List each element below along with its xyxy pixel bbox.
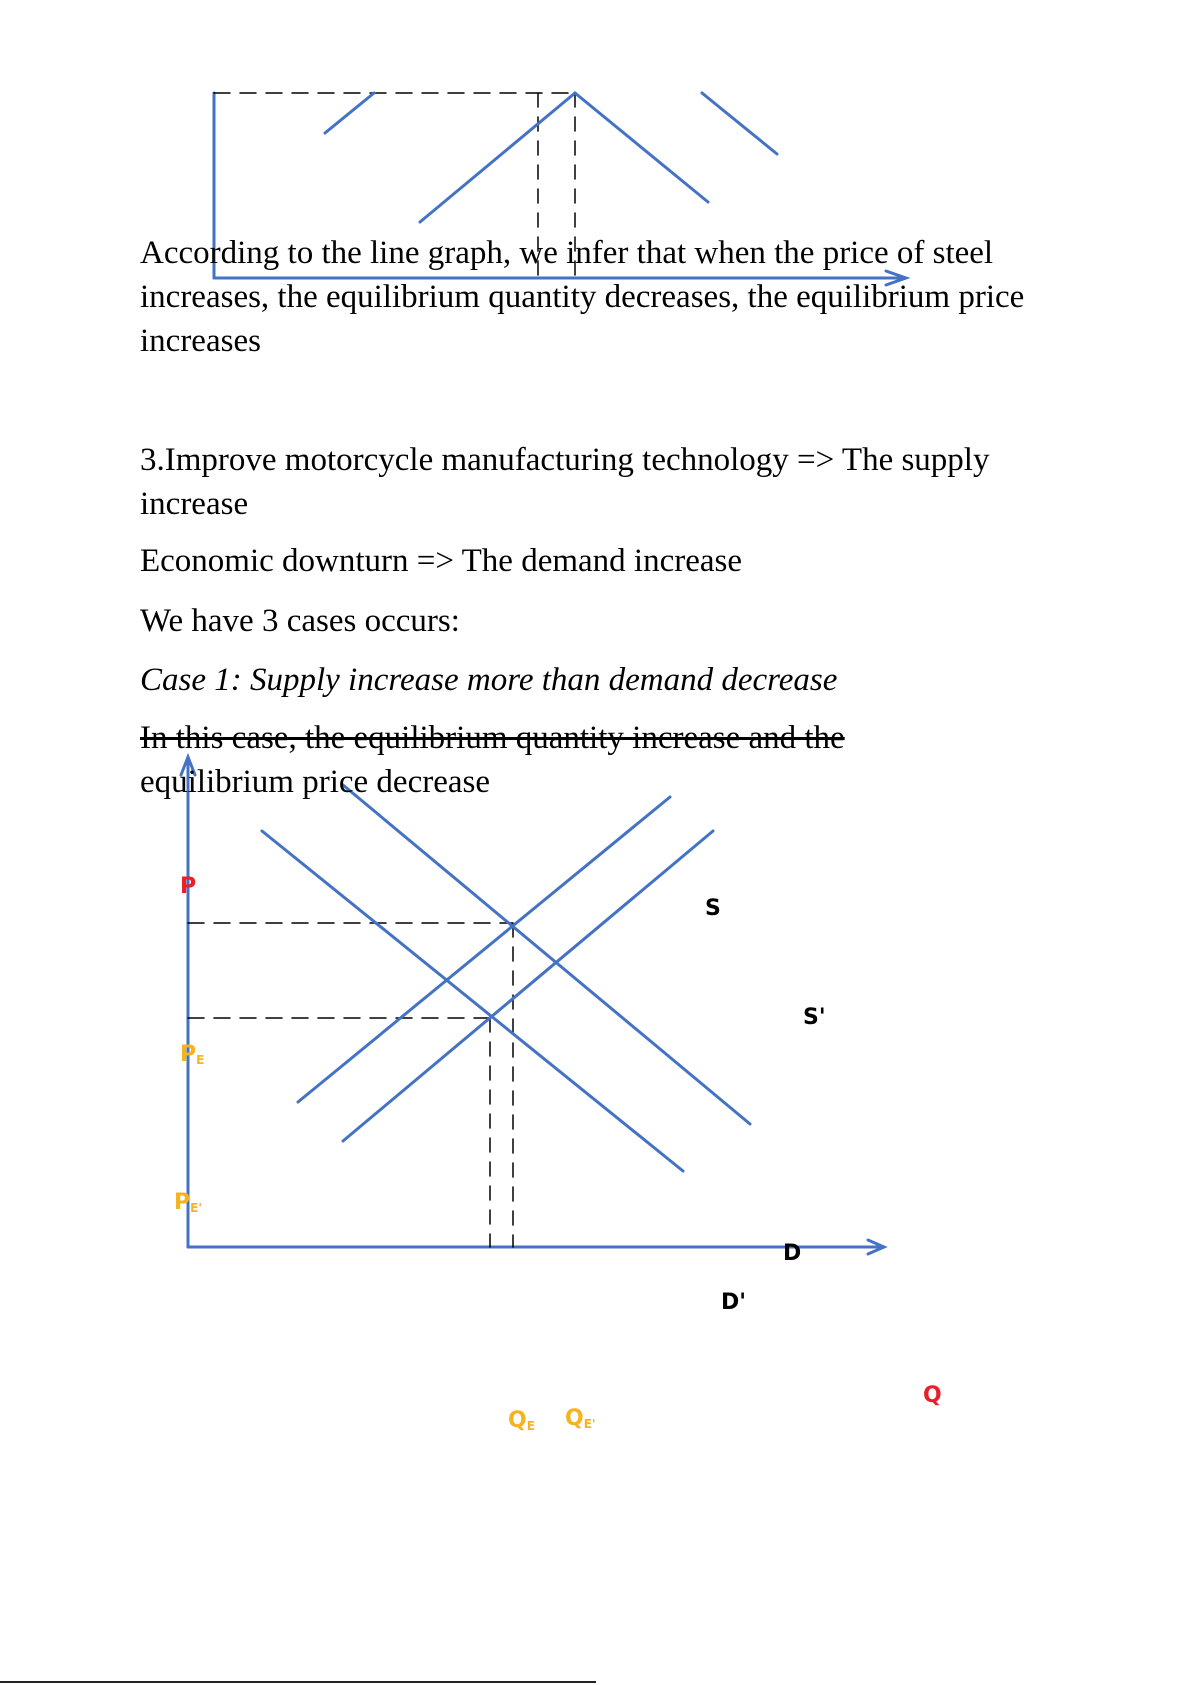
- case1-demand-line-d: [343, 785, 750, 1124]
- demand-label: D: [783, 1241, 802, 1266]
- top-supply-line: [420, 93, 575, 222]
- qe-prime-subscript: E': [583, 1417, 596, 1431]
- conclusion-paragraph: According to the line graph, we infer that when the price of steel increases, the equilibrium quantity decreases, the equilibrium price increases: [140, 235, 1025, 359]
- pe-prime-subscript: E': [190, 1201, 202, 1215]
- demand-prime-label: D': [721, 1290, 746, 1315]
- price-axis-label: P: [180, 874, 197, 899]
- cases-intro-line: We have 3 cases occurs:: [140, 603, 460, 639]
- pe-prime-letter: P: [174, 1190, 191, 1215]
- pe-subscript: E: [196, 1053, 205, 1067]
- qe-prime-letter: Q: [565, 1406, 584, 1431]
- pe-letter: P: [180, 1042, 197, 1067]
- supply-label: S: [705, 896, 721, 921]
- case1-demand-line-d-prime: [262, 831, 683, 1171]
- qe-letter: Q: [508, 1408, 527, 1433]
- top-supply-line-short: [325, 93, 374, 133]
- case-1-description-struck: In this case, the equilibrium quantity increase and the: [140, 720, 845, 756]
- case1-supply-line-s-prime: [343, 831, 713, 1141]
- case1-diagram: [181, 757, 884, 1254]
- qe-subscript: E: [526, 1419, 535, 1433]
- case-1-heading: Case 1: Supply increase more than demand decrease: [140, 662, 838, 698]
- supply-prime-label: S': [803, 1005, 826, 1030]
- case-1-description: equilibrium price decrease: [140, 764, 490, 800]
- pe-label: [180, 1042, 204, 1073]
- footnote-divider: [0, 1681, 596, 1683]
- case1-supply-line-s: [298, 797, 670, 1102]
- qe-label: [508, 1408, 535, 1439]
- quantity-axis-label: Q: [923, 1383, 942, 1408]
- pe-prime-label: [174, 1190, 202, 1221]
- top-demand-line-2: [702, 93, 777, 154]
- item-3-paragraph: 3.Improve motorcycle manufacturing technology => The supply increase: [140, 442, 990, 522]
- top-demand-line: [575, 93, 708, 202]
- demand-change-line: Economic downturn => The demand increase: [140, 543, 743, 579]
- qe-prime-label: [565, 1406, 596, 1437]
